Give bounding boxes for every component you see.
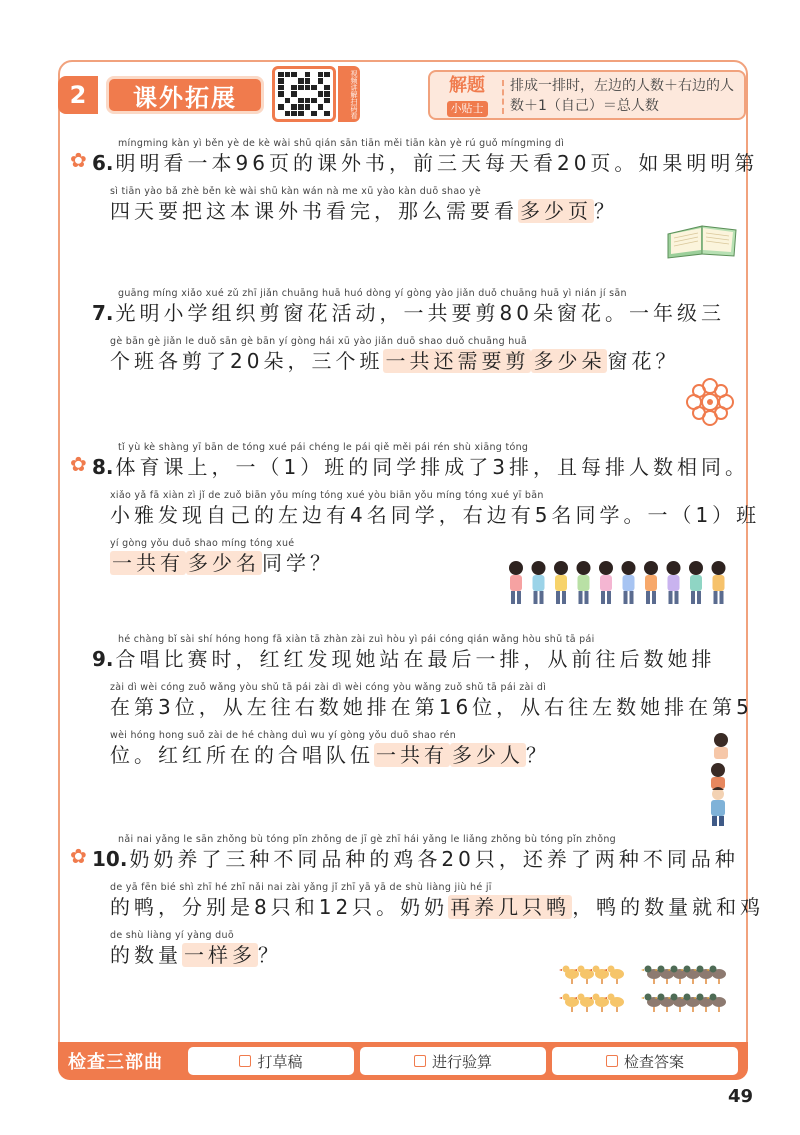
problem-text-line [92, 454, 749, 480]
qr-code-icon[interactable] [272, 66, 336, 122]
check-item-label: 进行验算 [431, 1052, 492, 1071]
checkbox-icon[interactable] [239, 1055, 251, 1067]
problem-text-line [110, 502, 760, 528]
student-figure [554, 561, 568, 604]
paper-cut-flower-icon [684, 376, 736, 428]
highlighted-keyword: 多少人 [452, 743, 524, 767]
tip-divider [502, 80, 504, 114]
chickens-and-ducks-icon [558, 960, 734, 1020]
text-segment: 的数量 [110, 943, 182, 967]
section-number: 2 [58, 76, 98, 114]
check-steps-bar [58, 1042, 748, 1080]
student-figure [712, 561, 726, 604]
checkbox-icon[interactable] [414, 1055, 426, 1067]
text-segment: 的鸭，分别是8只和12只。奶奶 [110, 895, 449, 919]
check-item-answer[interactable] [552, 1047, 738, 1075]
student-figure [577, 561, 591, 604]
text-segment: ？ [258, 943, 282, 967]
star-icon: ✿ [70, 844, 87, 868]
pinyin-line: wèi hóng hong suǒ zài de hé chàng duì wu yí gòng yǒu duō shao rén [110, 730, 457, 741]
highlighted-keyword: 再养几只鸭 [450, 895, 571, 919]
check-item-label: 检查答案 [623, 1052, 684, 1071]
text-segment: 明明看一本96页的课外书，前三天每天看20页。如果明明第 [115, 151, 759, 175]
highlighted-keyword: 一共有 [112, 551, 184, 575]
tip-text: 排成一排时，左边的人数＋右边的人数＋1（自己）＝总人数 [510, 78, 734, 114]
tip-label-big: 解题 [449, 75, 485, 96]
chicken-figure [559, 966, 579, 985]
pinyin-line: de yā fēn bié shì zhī hé zhī nǎi nai zài yǎng jǐ zhī yā yā de shù liàng jiù hé jī [110, 882, 492, 893]
highlighted-keyword: 一共还需要剪 [385, 349, 530, 373]
pinyin-line: xiǎo yǎ fā xiàn zì jǐ de zuǒ biān yǒu míng tóng xué yòu biān yǒu míng tóng xué yī bān [110, 490, 544, 501]
highlighted-keyword: 多少名 [188, 551, 260, 575]
problem-text-line [110, 694, 753, 720]
page-number: 49 [728, 1086, 754, 1107]
highlighted-keyword: 一样多 [184, 943, 256, 967]
text-segment: 窗花？ [607, 349, 680, 373]
star-icon: ✿ [70, 148, 87, 172]
problem-number: 10. [92, 847, 128, 871]
text-segment: ？ [526, 743, 550, 767]
problem-text-line [110, 742, 550, 768]
pinyin-line: guāng míng xiǎo xué zǔ zhī jiǎn chuāng huā huó dòng yí gòng yào jiǎn duǒ chuāng huā yì nián jí sān [118, 288, 627, 299]
text-segment: 个班各剪了20朵，三个班 [110, 349, 384, 373]
text-segment: 奶奶养了三种不同品种的鸡各20只，还养了两种不同品种 [129, 847, 739, 871]
student-figure [689, 561, 703, 604]
student-figure [509, 561, 523, 604]
text-segment: 体育课上，一（1）班的同学排成了3排，且每排人数相同。 [115, 455, 749, 479]
problem-number: 6. [92, 151, 114, 175]
tip-label [438, 75, 496, 117]
check-item-verify[interactable] [360, 1047, 546, 1075]
text-segment: 光明小学组织剪窗花活动，一共要剪80朵窗花。一年级三 [115, 301, 725, 325]
checkbox-icon[interactable] [606, 1055, 618, 1067]
student-figure [599, 561, 613, 604]
text-segment: 同学？ [262, 551, 334, 575]
pinyin-line: nǎi nai yǎng le sān zhǒng bù tóng pǐn zhǒng de jī gè zhī hái yǎng le liǎng zhǒng bù tóng pǐn zhǒng [118, 834, 617, 845]
text-segment: ？ [594, 199, 618, 223]
problem-text-line [110, 550, 334, 576]
highlighted-keyword: 一共有 [376, 743, 448, 767]
text-segment: 合唱比赛时，红红发现她站在最后一排，从前往后数她排 [115, 647, 716, 671]
pinyin-line: gè bān gè jiǎn le duǒ sān gè bān yí gòng hái xū yào jiǎn duō shao duǒ chuāng huā [110, 336, 527, 347]
problem-text-line [110, 348, 679, 374]
tip-box [428, 70, 746, 120]
problem-text-line [110, 198, 618, 224]
chicken-figure [559, 994, 579, 1013]
student-figure [644, 561, 658, 604]
pinyin-line: sì tiān yào bǎ zhè běn kè wài shū kàn wán nà me xū yào kàn duō shao yè [110, 186, 481, 197]
pinyin-line: de shù liàng yí yàng duō [110, 930, 234, 941]
problem-number: 7. [92, 301, 114, 325]
students-row-icon [508, 560, 740, 608]
problem-text-line [92, 300, 725, 326]
check-title: 检查三部曲 [68, 1052, 163, 1073]
pinyin-line: míngming kàn yì běn yè de kè wài shū qián sān tiān měi tiān kàn yè rú guǒ míngming dì [118, 138, 565, 149]
student-figure [667, 561, 681, 604]
pinyin-line: hé chàng bǐ sài shí hóng hong fā xiàn tā zhàn zài zuì hòu yì pái cóng qián wǎng hòu shǔ tā pái [118, 634, 595, 645]
problem-text-line [92, 846, 739, 872]
highlighted-keyword: 多少朵 [533, 349, 606, 373]
text-segment: ，鸭的数量就和鸡 [572, 895, 765, 919]
problem-text-line [110, 942, 282, 968]
choir-children-icon [704, 730, 738, 830]
tip-label-small: 小贴士 [447, 101, 488, 117]
pinyin-line: yí gòng yǒu duō shao míng tóng xué [110, 538, 295, 549]
text-segment: 在第3位，从左往右数她排在第16位，从右往左数她排在第5 [110, 695, 753, 719]
problem-text-line [92, 646, 716, 672]
student-figure [532, 561, 546, 604]
problem-number: 8. [92, 455, 114, 479]
section-title: 课外拓展 [106, 76, 264, 114]
problem-text-line [92, 150, 758, 176]
problem-number: 9. [92, 647, 114, 671]
text-segment: 四天要把这本课外书看完，那么需要看 [110, 199, 518, 223]
check-item-draft[interactable] [188, 1047, 354, 1075]
problem-text-line [110, 894, 764, 920]
pinyin-line: tǐ yù kè shàng yī bān de tóng xué pái chéng le pái qiě měi pái rén shù xiāng tóng [118, 442, 529, 453]
qr-side-label: 视频讲解扫码看 [338, 66, 360, 122]
pinyin-line: zài dì wèi cóng zuǒ wǎng yòu shǔ tā pái zài dì wèi cóng yòu wǎng zuǒ shǔ tā pái zài dì [110, 682, 547, 693]
text-segment: 位。红红所在的合唱队伍 [110, 743, 374, 767]
star-icon: ✿ [70, 452, 87, 476]
text-segment: 小雅发现自己的左边有4名同学，右边有5名同学。一（1）班 [110, 503, 761, 527]
highlighted-keyword: 多少页 [520, 199, 592, 223]
student-figure [622, 561, 636, 604]
open-book-icon [664, 220, 740, 260]
check-item-label: 打草稿 [257, 1052, 303, 1071]
